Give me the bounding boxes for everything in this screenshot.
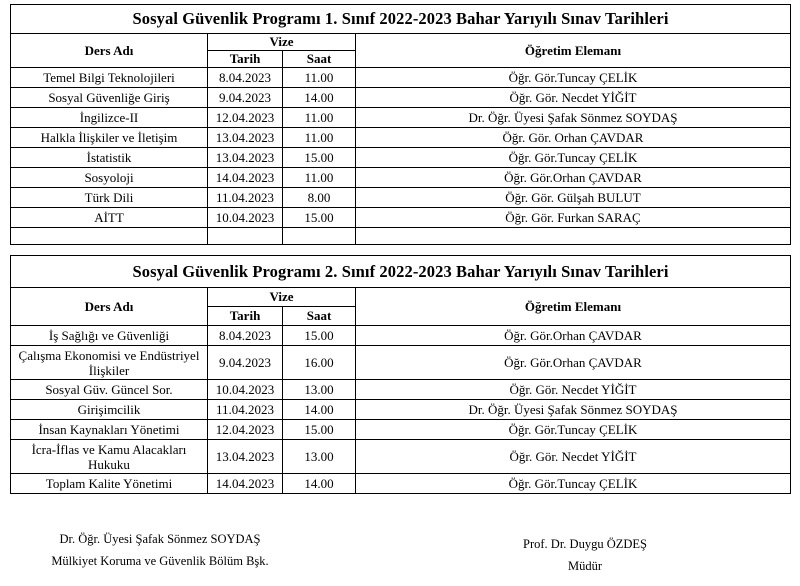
instructor: Öğr. Gör.Tuncay ÇELİK — [356, 148, 791, 168]
header-exam: Vize — [208, 288, 356, 307]
course-name: Halkla İlişkiler ve İletişim — [11, 128, 208, 148]
instructor: Dr. Öğr. Üyesi Şafak Sönmez SOYDAŞ — [356, 108, 791, 128]
instructor: Öğr. Gör.Tuncay ÇELİK — [356, 68, 791, 88]
exam-date: 14.04.2023 — [208, 474, 283, 494]
exam-time: 13.00 — [283, 380, 356, 400]
course-name: Sosyal Güvenliğe Giriş — [11, 88, 208, 108]
table-row — [11, 326, 791, 346]
exam-date: 8.04.2023 — [208, 326, 283, 346]
signature-right-name: Prof. Dr. Duygu ÖZDEŞ — [523, 537, 647, 551]
exam-date: 9.04.2023 — [208, 88, 283, 108]
header-instructor: Öğretim Elemanı — [356, 288, 791, 326]
exam-date: 13.04.2023 — [208, 440, 283, 474]
exam-time: 11.00 — [283, 128, 356, 148]
exam-date: 12.04.2023 — [208, 108, 283, 128]
header-exam: Vize — [208, 34, 356, 51]
course-name: İcra-İflas ve Kamu Alacakları Hukuku — [11, 440, 208, 474]
exam-time: 8.00 — [283, 188, 356, 208]
table-row — [11, 474, 791, 494]
table-row — [11, 346, 791, 380]
exam-time: 15.00 — [283, 326, 356, 346]
table-row — [11, 400, 791, 420]
header-time: Saat — [283, 51, 356, 68]
exam-date: 11.04.2023 — [208, 188, 283, 208]
table-row — [11, 68, 791, 88]
exam-date: 13.04.2023 — [208, 148, 283, 168]
instructor: Öğr. Gör.Tuncay ÇELİK — [356, 474, 791, 494]
table-row — [11, 168, 791, 188]
header-time: Saat — [283, 307, 356, 326]
exam-time: 15.00 — [283, 208, 356, 228]
exam-table-class-1 — [10, 4, 791, 245]
header-course: Ders Adı — [11, 34, 208, 68]
exam-time: 15.00 — [283, 148, 356, 168]
exam-date: 12.04.2023 — [208, 420, 283, 440]
table-row — [11, 420, 791, 440]
course-name: İnsan Kaynakları Yönetimi — [11, 420, 208, 440]
table-row — [11, 208, 791, 228]
header-course: Ders Adı — [11, 288, 208, 326]
exam-time: 14.00 — [283, 88, 356, 108]
course-name: İngilizce-II — [11, 108, 208, 128]
exam-time: 14.00 — [283, 474, 356, 494]
exam-time: 16.00 — [283, 346, 356, 380]
table-row — [11, 128, 791, 148]
course-name: Temel Bilgi Teknolojileri — [11, 68, 208, 88]
exam-date: 10.04.2023 — [208, 380, 283, 400]
exam-time: 13.00 — [283, 440, 356, 474]
signature-left — [20, 528, 300, 572]
signature-left-title: Mülkiyet Koruma ve Güvenlik Bölüm Bşk. — [51, 554, 269, 568]
instructor: Öğr. Gör. Furkan SARAÇ — [356, 208, 791, 228]
instructor: Öğr. Gör. Gülşah BULUT — [356, 188, 791, 208]
course-name: Türk Dili — [11, 188, 208, 208]
exam-date: 14.04.2023 — [208, 168, 283, 188]
instructor: Öğr. Gör.Orhan ÇAVDAR — [356, 346, 791, 380]
instructor: Öğr. Gör. Necdet YİĞİT — [356, 88, 791, 108]
instructor: Öğr. Gör. Orhan ÇAVDAR — [356, 128, 791, 148]
course-name: İş Sağlığı ve Güvenliği — [11, 326, 208, 346]
course-name: Sosyal Güv. Güncel Sor. — [11, 380, 208, 400]
instructor: Öğr. Gör.Tuncay ÇELİK — [356, 420, 791, 440]
table-row — [11, 108, 791, 128]
exam-time: 15.00 — [283, 420, 356, 440]
signature-left-name: Dr. Öğr. Üyesi Şafak Sönmez SOYDAŞ — [59, 532, 261, 546]
instructor: Öğr. Gör.Orhan ÇAVDAR — [356, 168, 791, 188]
header-date: Tarih — [208, 307, 283, 326]
exam-date: 9.04.2023 — [208, 346, 283, 380]
exam-time: 11.00 — [283, 168, 356, 188]
header-date: Tarih — [208, 51, 283, 68]
signature-right — [500, 533, 670, 577]
instructor: Öğr. Gör.Orhan ÇAVDAR — [356, 326, 791, 346]
header-instructor: Öğretim Elemanı — [356, 34, 791, 68]
table-title: Sosyal Güvenlik Programı 1. Sınıf 2022-2023 Bahar Yarıyılı Sınav Tarihleri — [11, 5, 791, 34]
table-row — [11, 380, 791, 400]
exam-date: 11.04.2023 — [208, 400, 283, 420]
exam-date: 10.04.2023 — [208, 208, 283, 228]
table-row — [11, 88, 791, 108]
instructor: Öğr. Gör. Necdet YİĞİT — [356, 440, 791, 474]
exam-table-class-2 — [10, 255, 791, 494]
course-name: Sosyoloji — [11, 168, 208, 188]
exam-time: 14.00 — [283, 400, 356, 420]
exam-date: 13.04.2023 — [208, 128, 283, 148]
course-name: İstatistik — [11, 148, 208, 168]
instructor: Dr. Öğr. Üyesi Şafak Sönmez SOYDAŞ — [356, 400, 791, 420]
signature-right-title: Müdür — [567, 559, 603, 573]
table-row — [11, 148, 791, 168]
instructor: Öğr. Gör. Necdet YİĞİT — [356, 380, 791, 400]
table-title: Sosyal Güvenlik Programı 2. Sınıf 2022-2023 Bahar Yarıyılı Sınav Tarihleri — [11, 256, 791, 288]
table-row — [11, 440, 791, 474]
course-name: AİTT — [11, 208, 208, 228]
course-name: Çalışma Ekonomisi ve Endüstriyel İlişkiler — [11, 346, 208, 380]
exam-time: 11.00 — [283, 68, 356, 88]
course-name: Girişimcilik — [11, 400, 208, 420]
empty-row — [11, 228, 791, 245]
exam-time: 11.00 — [283, 108, 356, 128]
table-row — [11, 188, 791, 208]
course-name: Toplam Kalite Yönetimi — [11, 474, 208, 494]
exam-date: 8.04.2023 — [208, 68, 283, 88]
